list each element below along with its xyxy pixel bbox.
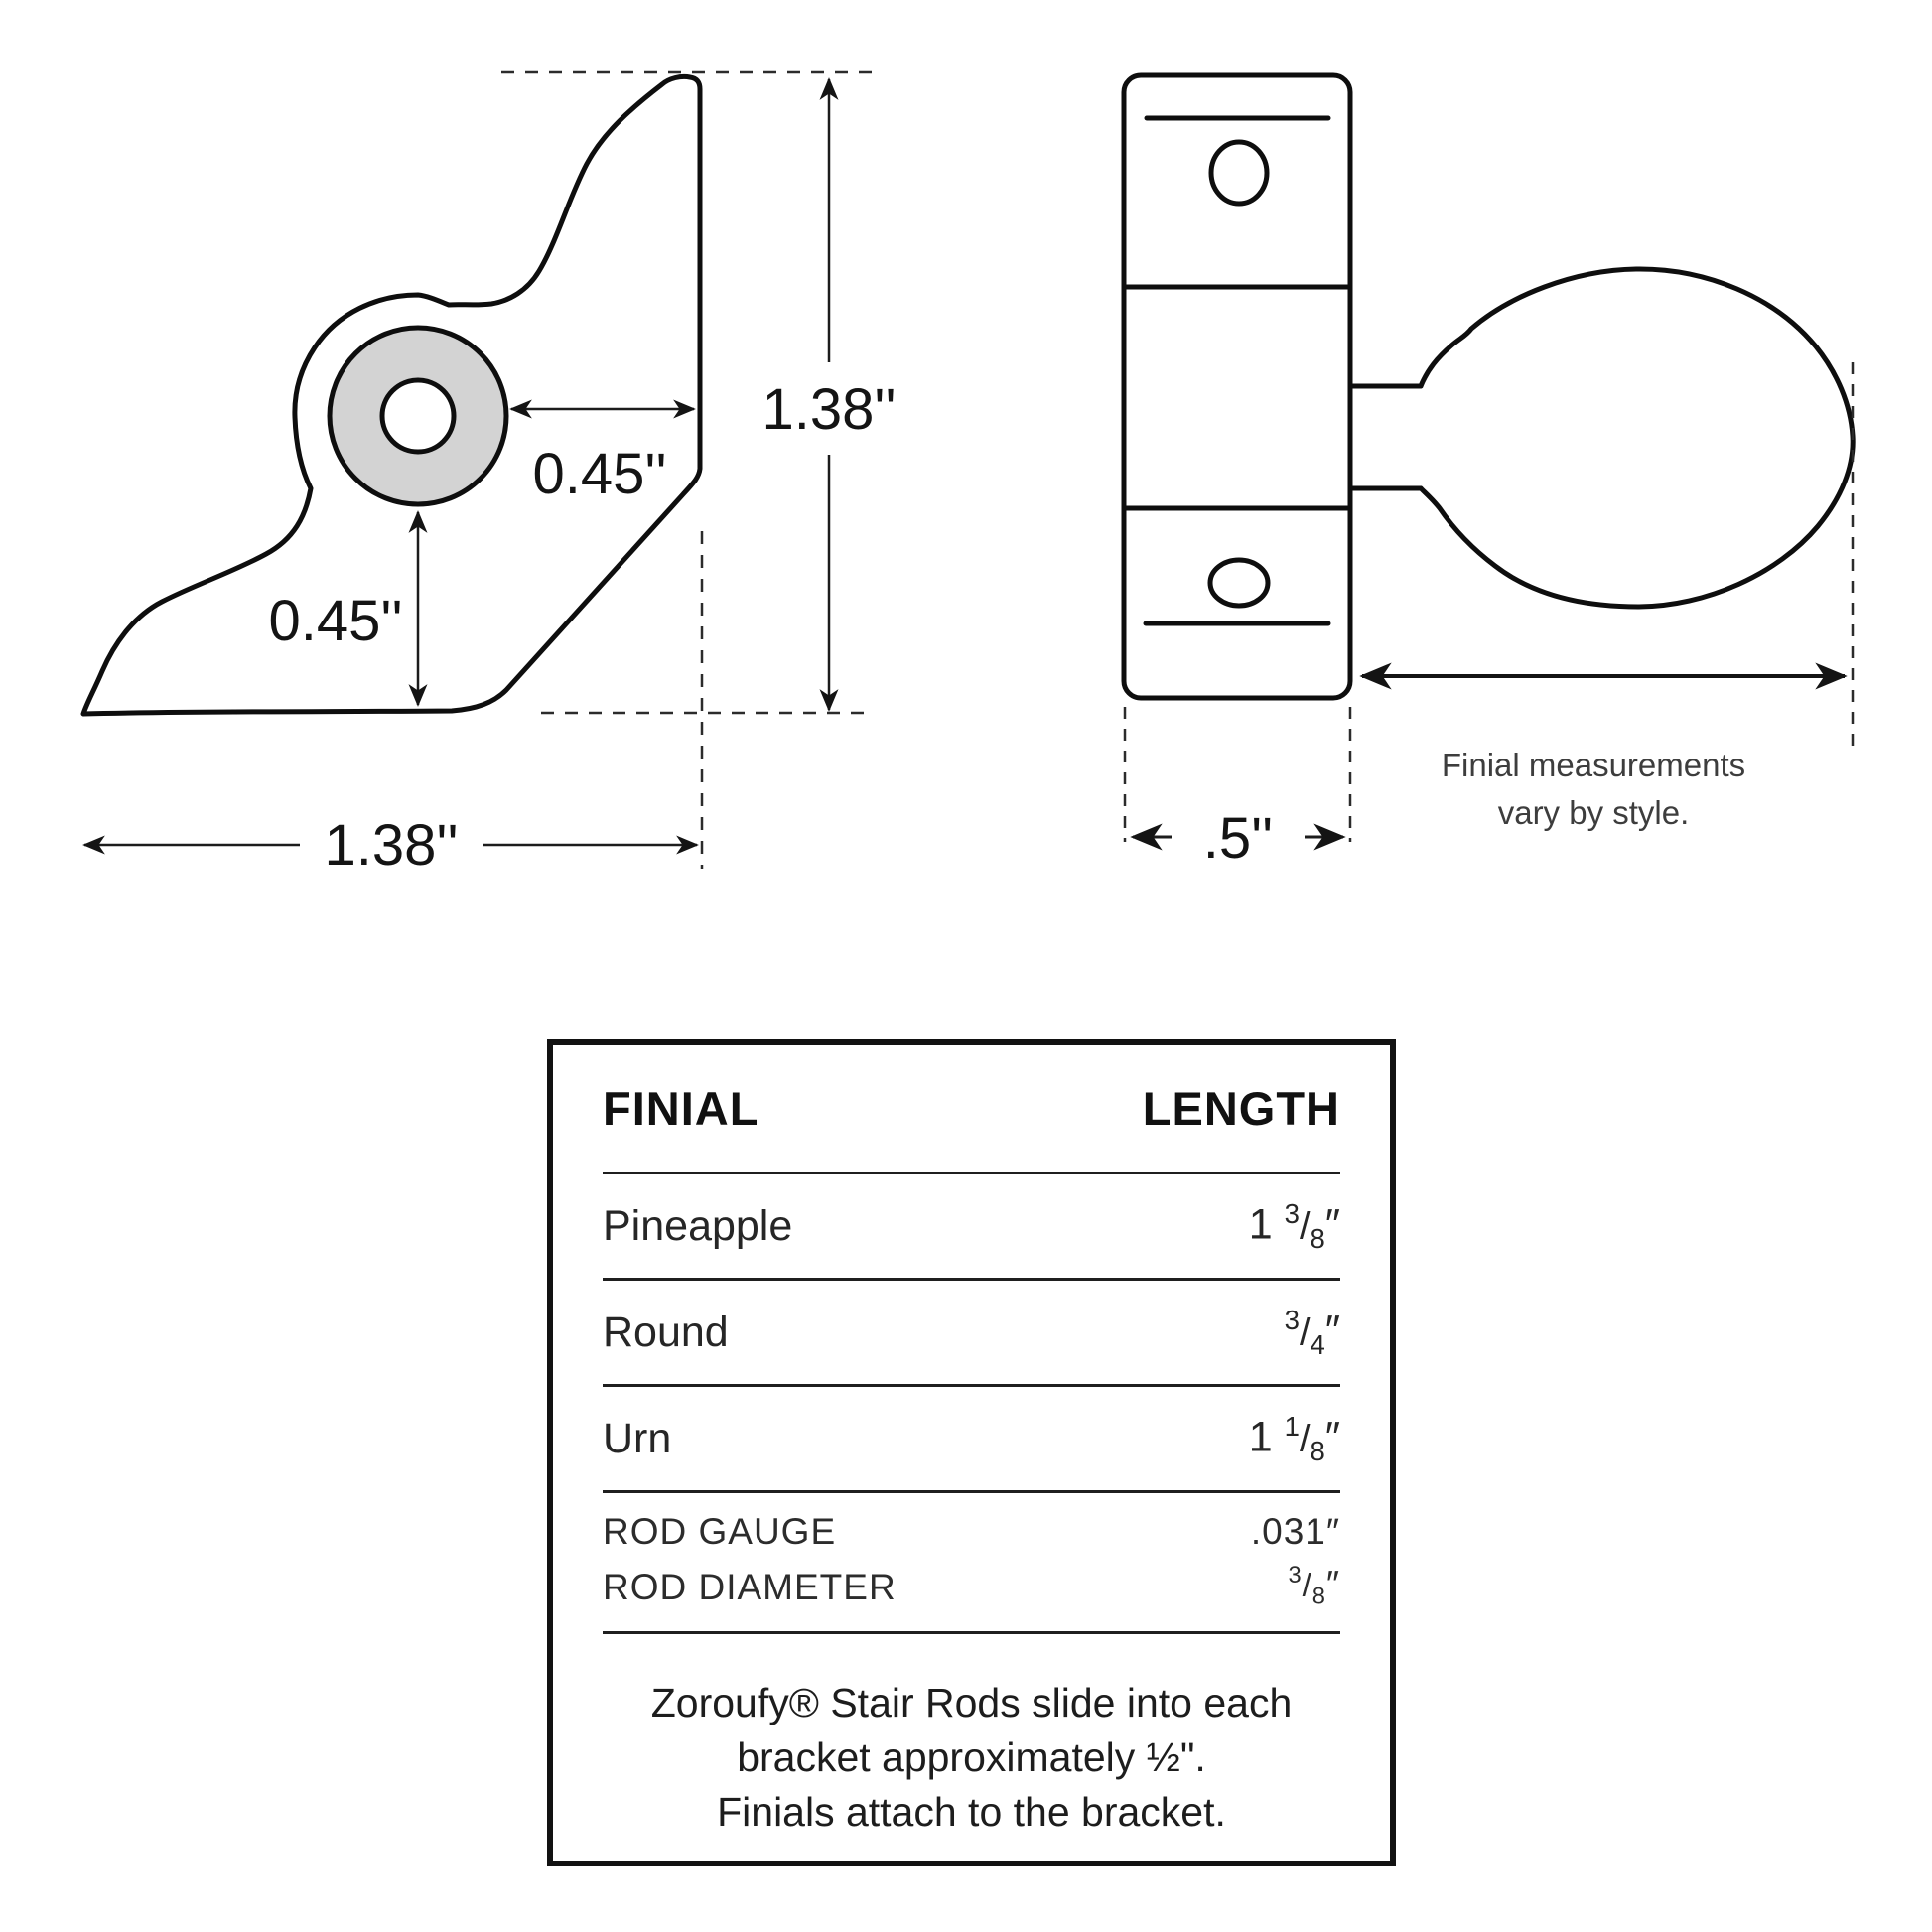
dim-hole-edge-label: 0.45'' (532, 442, 667, 506)
bracket-side-view (83, 72, 897, 878)
finial-spec-table (547, 1039, 1396, 1866)
dim-height-label: 1.38'' (761, 377, 897, 442)
table-header (603, 1045, 1340, 1172)
spec-value: $^3/_8''$ (1288, 1563, 1340, 1610)
finial-outline (1421, 269, 1853, 607)
hole-center (382, 380, 454, 452)
table-header-finial: FINIAL (603, 1082, 759, 1135)
finial-length-value: $^3/_4''$ (1284, 1304, 1340, 1360)
spec-name: ROD GAUGE (603, 1511, 837, 1553)
finial-name: Pineapple (603, 1201, 793, 1250)
finial-note-line2: vary by style. (1497, 794, 1690, 831)
footer-line: bracket approximately ½". (737, 1734, 1206, 1780)
bracket-front-view (1124, 75, 1853, 871)
finial-name: Urn (603, 1414, 672, 1462)
finial-length-value: 1 $^1/_8''$ (1248, 1410, 1340, 1466)
spec-value: .031″ (1250, 1511, 1340, 1553)
table-rule (603, 1631, 1340, 1634)
spec-name: ROD DIAMETER (603, 1566, 897, 1607)
dim-hole-bottom-label: 0.45'' (268, 589, 403, 653)
dim-half-label: .5'' (1202, 806, 1274, 871)
table-footer-note (603, 1676, 1340, 1840)
finial-name: Round (603, 1308, 729, 1356)
table-row-round (603, 1281, 1340, 1384)
finial-note-line1: Finial measurements (1441, 747, 1746, 783)
footer-line: Zoroufy® Stair Rods slide into each (650, 1680, 1293, 1725)
table-header-length: LENGTH (1142, 1082, 1340, 1135)
footer-line: Finials attach to the bracket. (717, 1789, 1226, 1835)
rod-diameter-row (603, 1563, 1340, 1611)
screw-hole-bottom (1210, 560, 1268, 606)
screw-hole-top (1211, 142, 1267, 204)
rod-specs (603, 1493, 1340, 1631)
dim-width-label: 1.38'' (324, 813, 459, 878)
finial-length-value: 1 $^3/_8''$ (1248, 1197, 1340, 1254)
table-row-pineapple (603, 1174, 1340, 1278)
table-row-urn (603, 1387, 1340, 1490)
rod-gauge-row (603, 1511, 1340, 1553)
